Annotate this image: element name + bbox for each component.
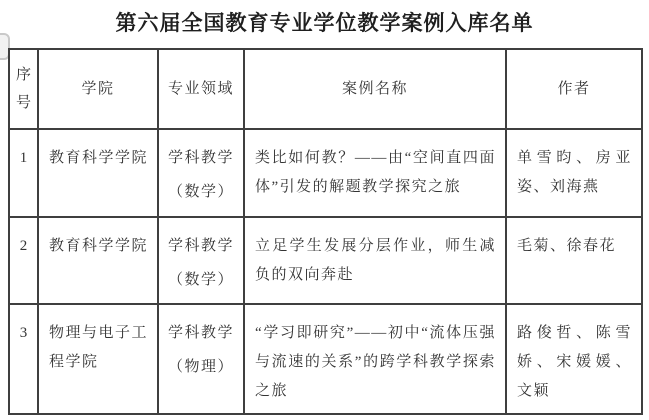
- row-field-line2: （数学）: [167, 272, 234, 288]
- row-college: 教育科学学院: [38, 217, 158, 304]
- table-row: [9, 129, 642, 217]
- header-field: 专业领域: [158, 49, 244, 129]
- header-authors: 作者: [506, 49, 642, 129]
- row-authors: 路俊哲、陈雪娇、宋媛媛、文颖: [506, 304, 642, 414]
- row-field-line1: 学科教学: [167, 238, 234, 254]
- row-authors: 毛菊、徐春花: [506, 217, 642, 304]
- row-index: 2: [9, 217, 38, 304]
- case-list-table: [8, 48, 643, 415]
- row-index: 1: [9, 129, 38, 217]
- row-field-line2: （数学）: [167, 184, 234, 200]
- row-college: 教育科学学院: [38, 129, 158, 217]
- row-field: [158, 129, 244, 217]
- row-college: 物理与电子工程学院: [38, 304, 158, 414]
- header-case-name: 案例名称: [244, 49, 506, 129]
- row-field-line1: 学科教学: [167, 325, 234, 341]
- row-field: [158, 217, 244, 304]
- row-authors: 单雪昀、房亚姿、刘海燕: [506, 129, 642, 217]
- row-case-name: 类比如何教？——由“空间直四面体”引发的解题教学探究之旅: [244, 129, 506, 217]
- row-field: [158, 304, 244, 414]
- row-field-line2: （物理）: [167, 359, 234, 375]
- header-index: 序号: [9, 49, 38, 129]
- header-college: 学院: [38, 49, 158, 129]
- row-index: 3: [9, 304, 38, 414]
- row-case-name: “学习即研究”——初中“流体压强与流速的关系”的跨学科教学探索之旅: [244, 304, 506, 414]
- page-title: 第六届全国教育专业学位教学案例入库名单: [115, 11, 534, 35]
- row-case-name: 立足学生发展分层作业，师生减负的双向奔赴: [244, 217, 506, 304]
- table-header-row: [9, 49, 642, 129]
- table-row: [9, 304, 642, 414]
- row-field-line1: 学科教学: [167, 150, 234, 166]
- table-row: [9, 217, 642, 304]
